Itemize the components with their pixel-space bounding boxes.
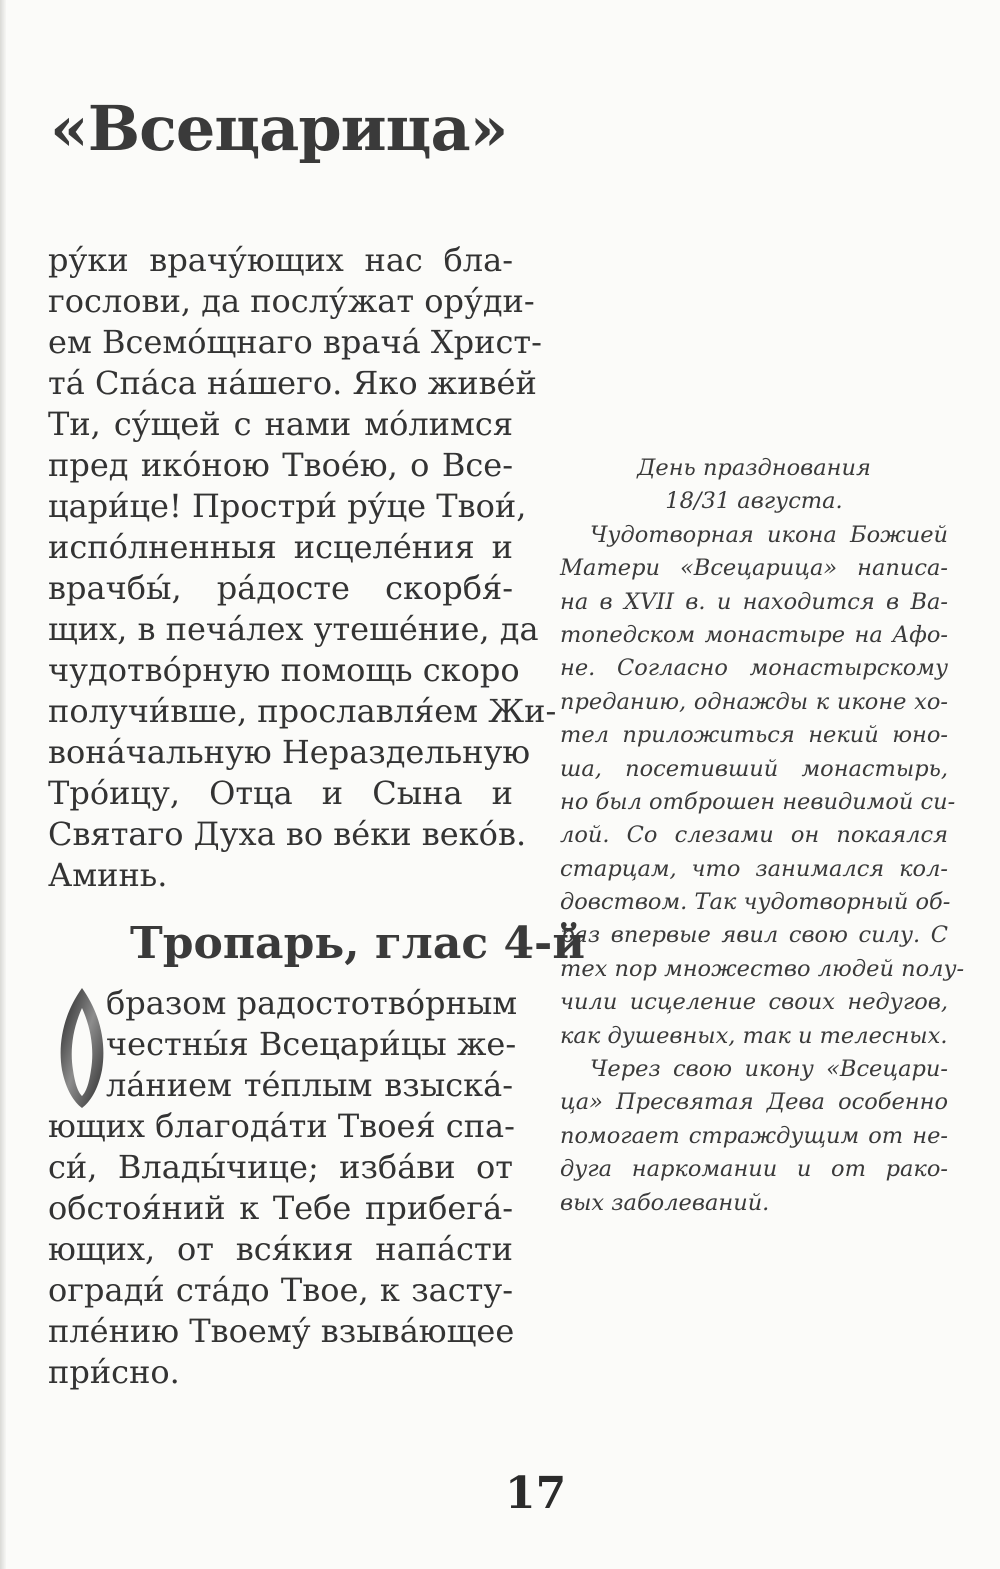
prayer-line: Тро́ицу, Отца и Сына и [48,774,513,812]
note-line: не. Согласно монастырскому [560,655,948,682]
prayer-line: ру́ки врачу́ющих нас бла- [48,241,513,279]
troparion-line: ющих благода́ти Твоея́ спа- [48,1107,515,1145]
prayer-line: испо́лненныя исцеле́ния и [48,528,513,566]
prayer-line: получи́вше, прославля́ем Жи- [48,692,557,730]
page-edge [0,0,6,1569]
troparion-line: бразом радостотво́рным [106,984,518,1022]
troparion-line: си́, Влады́чице; изба́ви от [48,1148,513,1186]
troparion-line: ющих, от вся́кия напа́сти [48,1230,513,1268]
note-line: тех пор множество людей полу- [560,955,965,982]
note-line: преданию, однажды к иконе хо- [560,688,948,715]
prayer-line: Ти, су́щей с нами мо́лимся [48,405,513,443]
troparion-line: честны́я Всецари́цы же- [106,1025,517,1063]
troparion-line: ла́нием те́плым взыска́- [106,1066,513,1104]
note-line: дуга наркомании и от рако- [560,1156,948,1183]
prayer-text [48,240,557,896]
troparion-text [48,983,518,1393]
prayer-line: Святаго Духа во ве́ки веко́в. [48,815,527,853]
troparion-heading: Тропарь, глас 4-й [130,918,585,969]
page-title: «Всецарица» [50,92,508,165]
feast-day-date: 18/31 августа. [665,488,843,515]
prayer-line: чудотво́рную помощь скоро [48,651,520,689]
note-line: старцам, что занимался кол- [560,855,948,882]
page-number: 17 [505,1468,567,1519]
note-line: лой. Со слезами он покаялся [560,822,948,849]
prayer-line: пред ико́ною Твое́ю, о Все- [48,446,513,484]
note-line: вых заболеваний. [560,1189,770,1216]
note-line: чили исцеление своих недугов, [560,989,948,1016]
note-line: как душевных, так и телесных. [560,1022,948,1049]
troparion-line: обстоя́ний к Тебе прибега́- [48,1189,513,1227]
note-line: ца» Пресвятая Дева особенно [560,1089,948,1116]
prayer-line: гослови, да послу́жат ору́ди- [48,282,535,320]
feast-note [560,452,965,1220]
prayer-line: та́ Спа́са на́шего. Яко живе́й [48,364,537,402]
prayer-line: Аминь. [48,856,168,894]
prayer-line: вона́чальную Нераздельную [48,733,531,771]
prayer-line: врачбы́, ра́досте скорбя́- [48,569,513,607]
note-line: топедском монастыре на Афо- [560,621,948,648]
troparion-line: пле́нию Твоему́ взыва́ющее [48,1312,515,1350]
note-line: Чудотворная икона Божией [590,521,948,548]
troparion-line: огради́ ста́до Твое, к засту- [48,1271,513,1309]
note-line: помогает страждущим от не- [560,1122,948,1149]
troparion-line: при́сно. [48,1353,180,1391]
note-line: Через свою икону «Всецари- [590,1056,948,1083]
note-line: довством. Так чудотворный об- [560,889,951,916]
note-line: тел приложиться некий юно- [560,722,948,749]
note-line: на в XVII в. и находится в Ва- [560,588,948,615]
prayer-line: ем Всемо́щнаго врача́ Христ- [48,323,542,361]
prayer-line: цари́це! Простри́ ру́це Твои́, [48,487,527,525]
feast-day-label: День празднования [637,455,871,481]
note-line: но был отброшен невидимой си- [560,788,956,815]
note-line: ша, посетивший монастырь, [560,755,948,782]
dropcap-letter: О [81,1066,83,1067]
note-line: раз впервые явил свою силу. С [560,922,948,949]
prayer-line: щих, в печа́лех утеше́ние, да [48,610,539,648]
note-line: Матери «Всецарица» написа- [560,555,948,582]
